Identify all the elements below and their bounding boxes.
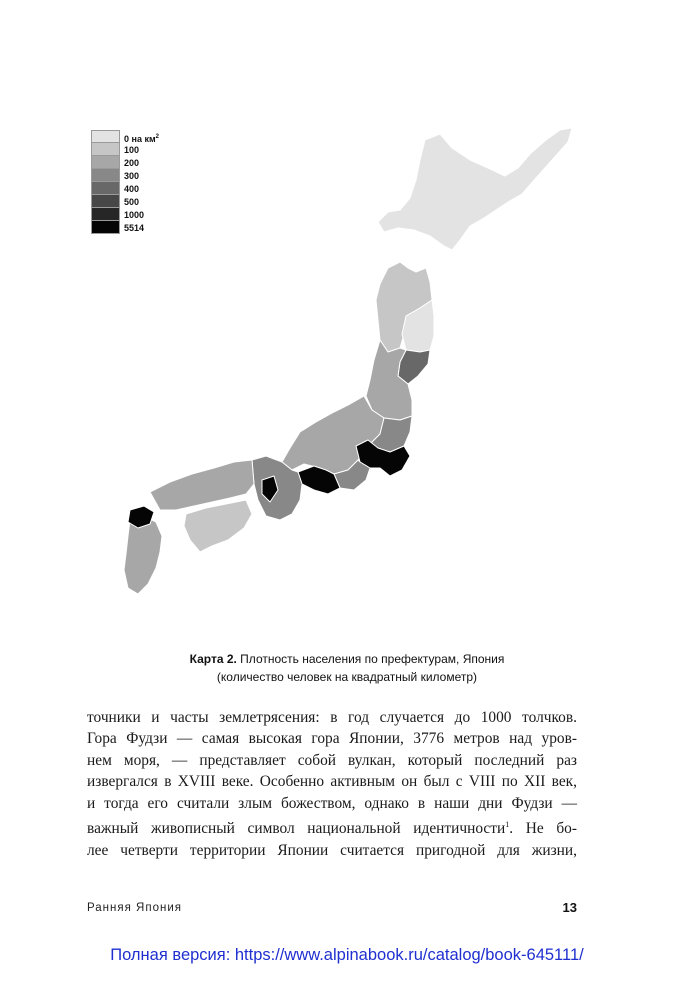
legend-swatch — [91, 169, 120, 182]
legend-label: 5514 — [124, 223, 145, 233]
legend-swatch — [91, 182, 120, 195]
body-line-text: важный живописный символ национальной идентичности — [87, 820, 506, 838]
region-shikoku — [184, 500, 252, 552]
caption-label: Карта 2. — [189, 652, 237, 666]
legend-item — [91, 143, 201, 156]
legend-label: 300 — [124, 171, 140, 181]
legend-item — [91, 156, 201, 169]
legend-label: 1000 — [124, 210, 145, 220]
legend-label: 200 — [124, 158, 140, 168]
legend-swatch — [91, 143, 120, 156]
body-line: Гора Фудзи — самая высокая гора Японии, 3776 метров над уров- — [87, 730, 577, 748]
full-version-link[interactable]: Полная версия: https://www.alpinabook.ru/catalog/book-645111/ — [110, 946, 584, 964]
legend-swatch — [91, 195, 120, 208]
running-head: Ранняя Япония — [87, 902, 182, 914]
body-line: и тогда его считали злым божеством, однако в наши дни Фудзи — — [87, 794, 577, 812]
legend-item — [91, 195, 201, 208]
legend-label: 0 на $км^2$ — [124, 134, 159, 144]
legend-swatch — [91, 221, 120, 234]
region-hokkaido — [378, 128, 572, 250]
region-kyushu — [124, 516, 162, 594]
legend-item — [91, 130, 201, 143]
body-line: извергался в XVIII веке. Особенно активным он был с VIII по XII век, — [87, 773, 577, 791]
legend-item — [91, 208, 201, 221]
page-number: 13 — [562, 900, 577, 915]
body-line — [87, 814, 577, 840]
caption-line-2: (количество человек на квадратный километр) — [216, 670, 478, 684]
legend-item — [91, 182, 201, 195]
legend-swatch — [91, 208, 120, 221]
legend-item — [91, 221, 201, 234]
legend-swatch — [91, 156, 120, 169]
map-legend — [91, 130, 201, 234]
legend-label: 400 — [124, 184, 140, 194]
legend-item — [91, 169, 201, 182]
legend-label: 100 — [124, 145, 140, 155]
footnote-marker[interactable]: 1 — [505, 820, 510, 830]
caption-text: Плотность населения по префектурам, Япония — [236, 652, 505, 666]
body-paragraph — [87, 707, 577, 861]
body-line: точники и часты землетрясения: в год случается до 1000 толчков. — [87, 709, 577, 726]
body-line: лее четверти территории Японии считается пригодной для жизни, — [87, 841, 577, 859]
caption-line-1 — [90, 650, 604, 668]
map-caption — [90, 650, 604, 686]
body-line-tail: . Не бо- — [509, 820, 577, 838]
body-line: нем моря, — представляет собой вулкан, который последний раз — [87, 751, 577, 769]
legend-label: 500 — [124, 197, 140, 207]
legend-swatch — [91, 130, 120, 143]
